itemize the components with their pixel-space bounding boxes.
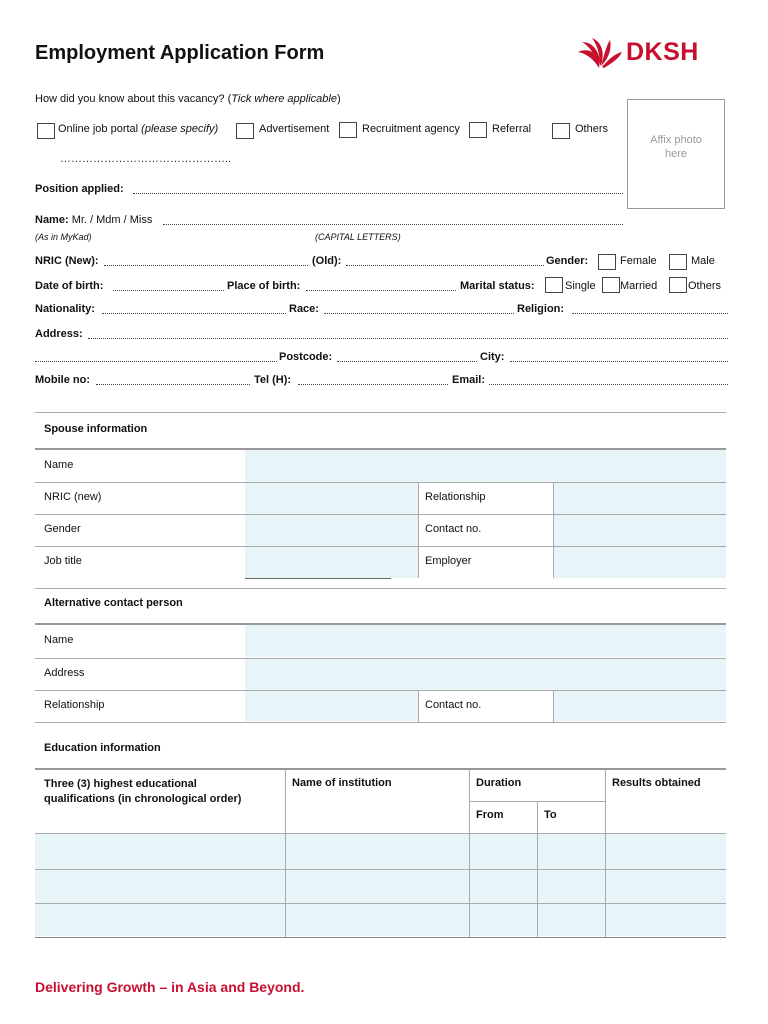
duration-header: Duration xyxy=(476,777,522,789)
institution-header: Name of institution xyxy=(292,777,392,789)
spouse-job-field[interactable] xyxy=(245,547,418,578)
dob-label: Date of birth: xyxy=(35,280,104,292)
vacancy-question: How did you know about this vacancy? (Tick where applicable) xyxy=(35,93,341,105)
divider xyxy=(35,546,726,547)
checkbox-referral[interactable] xyxy=(469,122,487,138)
divider xyxy=(35,768,726,770)
divider xyxy=(245,578,391,579)
email-field[interactable] xyxy=(489,384,728,385)
mobile-label: Mobile no: xyxy=(35,374,90,386)
mykad-note: (As in MyKad) xyxy=(35,232,92,242)
pob-label: Place of birth: xyxy=(227,280,301,292)
city-field[interactable] xyxy=(510,361,728,362)
alt-relationship-field[interactable] xyxy=(245,691,418,721)
nric-old-label: (Old): xyxy=(312,255,342,267)
nric-old-field[interactable] xyxy=(346,265,544,266)
spouse-contact-label: Contact no. xyxy=(425,523,482,535)
checkbox-female[interactable] xyxy=(598,254,616,270)
spouse-name-label: Name xyxy=(44,459,74,471)
checkbox-male[interactable] xyxy=(669,254,687,270)
dob-field[interactable] xyxy=(113,290,224,291)
spouse-relationship-field[interactable] xyxy=(553,483,726,514)
marital-label: Marital status: xyxy=(460,280,535,292)
spouse-employer-field[interactable] xyxy=(553,547,726,578)
divider xyxy=(35,833,726,834)
option-marital-others: Others xyxy=(688,280,722,292)
dksh-logo xyxy=(574,34,704,70)
gender-label: Gender: xyxy=(546,255,589,267)
tel-label: Tel (H): xyxy=(254,374,292,386)
religion-label: Religion: xyxy=(517,303,565,315)
option-online-job-portal: Online job portal (please specify) xyxy=(58,123,219,135)
palm-leaf-icon xyxy=(574,34,624,70)
nric-new-field[interactable] xyxy=(104,265,308,266)
from-header: From xyxy=(476,809,504,821)
divider xyxy=(35,937,726,938)
divider xyxy=(35,482,726,483)
spouse-employer-label: Employer xyxy=(425,555,472,567)
divider xyxy=(35,903,726,904)
spouse-gender-label: Gender xyxy=(44,523,81,535)
results-header: Results obtained xyxy=(612,777,701,789)
to-header: To xyxy=(544,809,557,821)
divider xyxy=(285,770,286,937)
option-female: Female xyxy=(620,255,657,267)
divider xyxy=(553,482,554,578)
specify-line[interactable]: ……………………………………….. xyxy=(60,153,232,165)
alt-relationship-label: Relationship xyxy=(44,699,105,711)
page-title: Employment Application Form xyxy=(35,42,325,64)
spouse-job-label: Job title xyxy=(44,555,82,567)
divider xyxy=(35,722,726,723)
logo-text: DKSH xyxy=(626,38,699,66)
education-heading: Education information xyxy=(44,742,161,754)
alt-name-field[interactable] xyxy=(245,625,726,657)
email-label: Email: xyxy=(452,374,486,386)
checkbox-marital-others[interactable] xyxy=(669,277,687,293)
divider xyxy=(35,869,726,870)
postcode-field[interactable] xyxy=(337,361,477,362)
name-field[interactable] xyxy=(163,224,623,225)
checkbox-others[interactable] xyxy=(552,123,570,139)
option-advertisement: Advertisement xyxy=(259,123,330,135)
name-label: Name: Mr. / Mdm / Miss xyxy=(35,214,153,226)
spouse-nric-label: NRIC (new) xyxy=(44,491,102,503)
postcode-label: Postcode: xyxy=(279,351,333,363)
divider xyxy=(418,690,419,722)
capital-letters-note: (CAPITAL LETTERS) xyxy=(315,232,401,242)
address-label: Address: xyxy=(35,328,83,340)
nric-new-label: NRIC (New): xyxy=(35,255,99,267)
option-single: Single xyxy=(565,280,596,292)
alt-address-label: Address xyxy=(44,667,85,679)
divider xyxy=(35,690,726,691)
option-married: Married xyxy=(620,280,658,292)
checkbox-online-job-portal[interactable] xyxy=(37,123,55,139)
divider xyxy=(418,482,419,578)
checkbox-single[interactable] xyxy=(545,277,563,293)
checkbox-advertisement[interactable] xyxy=(236,123,254,139)
divider xyxy=(469,770,470,937)
divider xyxy=(35,658,726,659)
position-label: Position applied: xyxy=(35,183,124,195)
option-recruitment-agency: Recruitment agency xyxy=(362,123,460,135)
option-male: Male xyxy=(691,255,715,267)
religion-field[interactable] xyxy=(572,313,728,314)
tel-field[interactable] xyxy=(298,384,448,385)
position-field[interactable] xyxy=(133,193,623,194)
photo-box: Affix photo here xyxy=(627,99,725,209)
address-field-line1[interactable] xyxy=(88,338,728,339)
footer-tagline: Delivering Growth – in Asia and Beyond. xyxy=(35,979,305,995)
divider xyxy=(35,412,726,413)
spouse-nric-field[interactable] xyxy=(245,483,418,514)
alt-name-label: Name xyxy=(44,634,74,646)
divider xyxy=(35,514,726,515)
spouse-contact-field[interactable] xyxy=(553,515,726,546)
alt-contact-label: Contact no. xyxy=(425,699,482,711)
divider xyxy=(553,690,554,722)
race-field[interactable] xyxy=(324,313,514,314)
spouse-name-field[interactable] xyxy=(245,450,726,482)
qualifications-header: Three (3) highest educational qualifications (in chronological order) xyxy=(44,778,242,805)
education-rows[interactable] xyxy=(35,834,726,936)
divider xyxy=(537,801,538,937)
pob-field[interactable] xyxy=(306,290,456,291)
city-label: City: xyxy=(480,351,505,363)
mobile-field[interactable] xyxy=(96,384,250,385)
spouse-heading: Spouse information xyxy=(44,423,148,435)
checkbox-married[interactable] xyxy=(602,277,620,293)
address-field-line2[interactable] xyxy=(35,361,277,362)
alt-address-field[interactable] xyxy=(245,659,726,690)
divider xyxy=(35,588,726,589)
spouse-relationship-label: Relationship xyxy=(425,491,486,503)
option-referral: Referral xyxy=(492,123,532,135)
nationality-label: Nationality: xyxy=(35,303,95,315)
option-others: Others xyxy=(575,123,609,135)
spouse-gender-field[interactable] xyxy=(245,515,418,546)
checkbox-recruitment-agency[interactable] xyxy=(339,122,357,138)
divider xyxy=(605,770,606,937)
alt-contact-field[interactable] xyxy=(553,691,726,721)
nationality-field[interactable] xyxy=(102,313,286,314)
alternative-heading: Alternative contact person xyxy=(44,597,183,609)
race-label: Race: xyxy=(289,303,319,315)
